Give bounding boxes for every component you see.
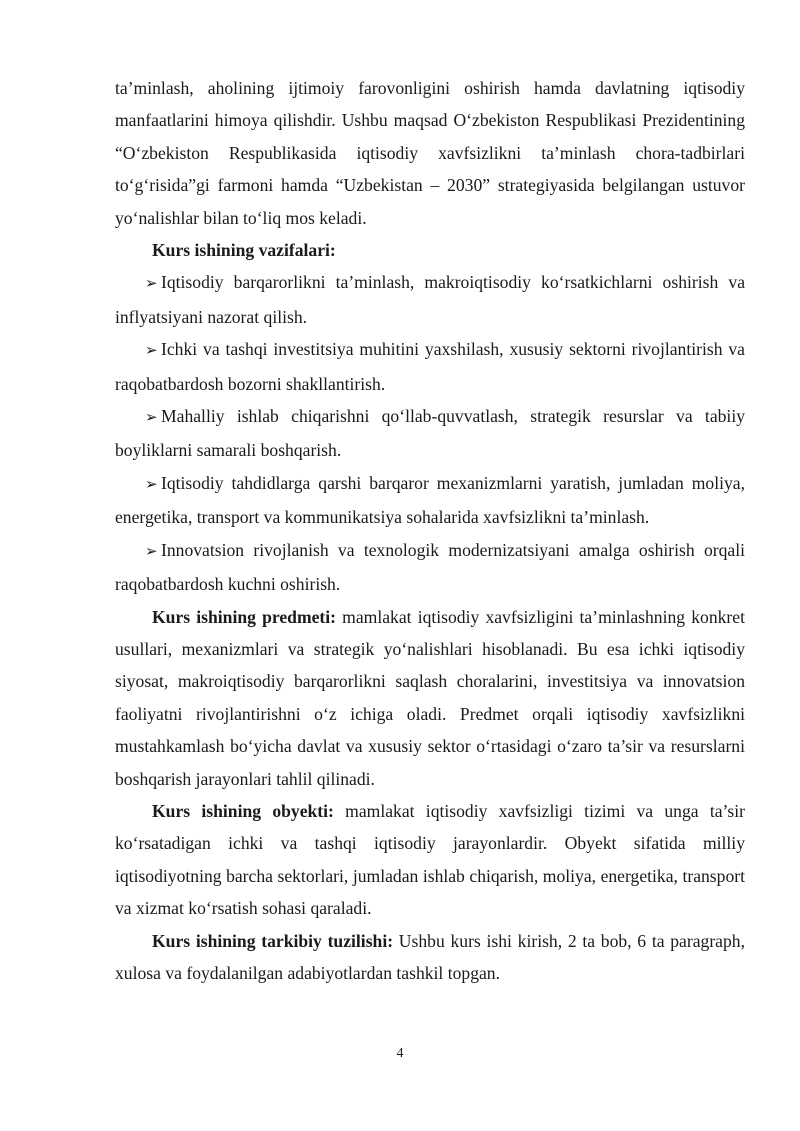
arrow-right-icon: ➢ bbox=[145, 276, 158, 293]
task-item bbox=[115, 333, 745, 400]
task-text: Mahalliy ishlab chiqarishni qo‘llab-quvvatlash, strategik resurslar va tabiiy boyliklarni samarali boshqarish. bbox=[115, 406, 745, 461]
document-page bbox=[115, 72, 745, 989]
subject-label: Kurs ishining predmeti: bbox=[152, 606, 337, 627]
object-paragraph bbox=[115, 795, 745, 925]
task-text: Ichki va tashqi investitsiya muhitini yaxshilash, xususiy sektorni rivojlantirish va raqobatbardosh bozorni shakllantirish. bbox=[115, 339, 745, 394]
arrow-right-icon: ➢ bbox=[145, 343, 158, 360]
structure-text: Ushbu kurs ishi kirish, 2 ta bob, 6 ta paragraph, xulosa va foydalanilgan adabiyotlardan tashkil topgan. bbox=[115, 930, 745, 983]
arrow-right-icon: ➢ bbox=[145, 476, 158, 493]
object-text: mamlakat iqtisodiy xavfsizligi tizimi va unga ta’sir ko‘rsatadigan ichki va tashqi iqtisodiy jarayonlardir. Obyekt sifatida milliy iqtisodiyotning barcha sektorlari, jumladan ishlab chiqarish, moliya, energetika, transport va xizmat ko‘rsatish sohasi qaraladi. bbox=[115, 800, 746, 919]
structure-paragraph bbox=[115, 925, 745, 990]
object-label: Kurs ishining obyekti: bbox=[152, 800, 334, 821]
arrow-right-icon: ➢ bbox=[145, 410, 158, 427]
arrow-right-icon: ➢ bbox=[145, 543, 158, 560]
structure-label: Kurs ishining tarkibiy tuzilishi: bbox=[152, 930, 394, 951]
subject-text: mamlakat iqtisodiy xavfsizligini ta’minlashning konkret usullari, mexanizmlari va strategik yo‘nalishlari hisoblanadi. Bu esa ichki iqtisodiy siyosat, makroiqtisodiy barqarorlikni saqlash choralarini, investitsiya va innovatsion faoliyatni rivojlantirishni o‘z ichiga oladi. Predmet orqali iqtisodiy xavfsizlikni mustahkamlash bo‘yicha davlat va xususiy sektor o‘rtasidagi o‘zaro ta’sir va resurslarni boshqarish jarayonlari tahlil qilinadi. bbox=[115, 606, 745, 789]
task-item bbox=[115, 400, 745, 467]
subject-paragraph bbox=[115, 601, 745, 795]
task-item bbox=[115, 534, 745, 601]
task-item bbox=[115, 266, 745, 333]
task-text: Innovatsion rivojlanish va texnologik modernizatsiyani amalga oshirish orqali raqobatbardosh kuchni oshirish. bbox=[115, 539, 745, 595]
task-text: Iqtisodiy tahdidlarga qarshi barqaror mexanizmlarni yaratish, jumladan moliya, energetika, transport va kommunikatsiya sohalarida xavfsizlikni ta’minlash. bbox=[115, 472, 745, 528]
tasks-heading: Kurs ishining vazifalari: bbox=[152, 240, 336, 261]
page-number: 4 bbox=[396, 1046, 404, 1061]
task-item bbox=[115, 467, 745, 534]
intro-paragraph: ta’minlash, aholining ijtimoiy farovonligini oshirish hamda davlatning iqtisodiy manfaatlarini himoya qilishdir. Ushbu maqsad O‘zbekiston Respublikasi Prezidentining “O‘zbekiston Respublikasida iqtisodiy xavfsizlikni ta’minlash chora-tadbirlari to‘g‘risida”gi farmoni hamda “Uzbekistan – 2030” strategiyasida belgilangan ustuvor yo‘nalishlar bilan to‘liq mos keladi. bbox=[115, 78, 745, 228]
task-text: Iqtisodiy barqarorlikni ta’minlash, makroiqtisodiy ko‘rsatkichlarni oshirish va inflyatsiyani nazorat qilish. bbox=[115, 272, 745, 327]
